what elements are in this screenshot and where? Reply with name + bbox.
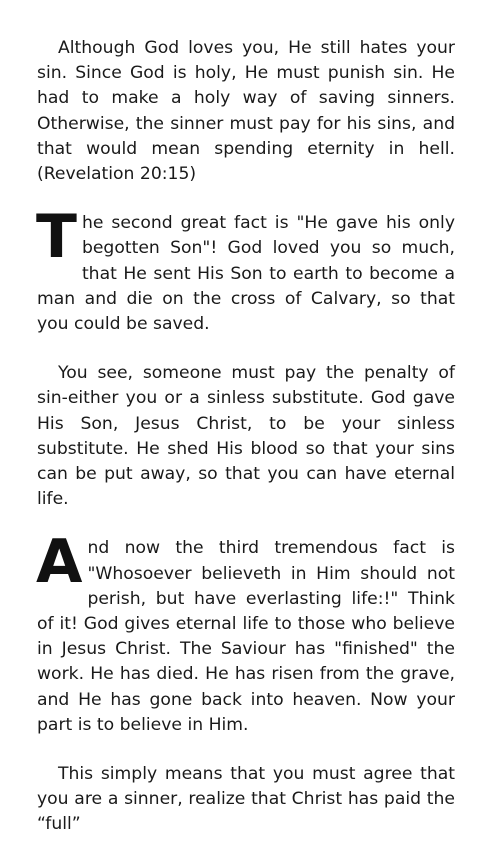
drop-cap-letter: T — [36, 202, 77, 273]
document-page — [37, 36, 455, 862]
paragraph-3-text: You see, someone must pay the penalty of sin-either you or a sinless substitute. God gave His Son, Jesus Christ, to be your sinless substitute. He shed His blood so that your sins can be put away, so that you can have eternal life. — [37, 363, 455, 510]
paragraph-2 — [36, 202, 455, 337]
paragraph-5-text: This simply means that you must agree that you are a sinner, realize that Christ has paid the “full” — [37, 764, 455, 835]
paragraph-1-text: Although God loves you, He still hates your sin. Since God is holy, He must punish sin. He had to make a holy way of saving sinners. Otherwise, the sinner must pay for his sins, and that would mean spending eternity in hell. (Revelation 20:15) — [37, 38, 455, 185]
drop-cap-letter: A — [36, 527, 83, 598]
paragraph-3 — [37, 361, 455, 512]
paragraph-4-text: nd now the third tremendous fact is "Whosoever believeth in Him should not perish, but have everlasting life:!" Think of it! God gives eternal life to those who believe in Jesus Christ. The Saviour has "finished" the work. He has died. He has risen from the grave, and He has gone back into heaven. Now your part is to believe in Him. — [37, 538, 455, 735]
paragraph-2-text: he second great fact is "He gave his only begotten Son"! God loved you so much, that He sent His Son to earth to become a man and die on the cross of Calvary, so that you could be saved. — [37, 213, 455, 335]
paragraph-1 — [37, 36, 455, 187]
paragraph-4 — [36, 527, 455, 738]
